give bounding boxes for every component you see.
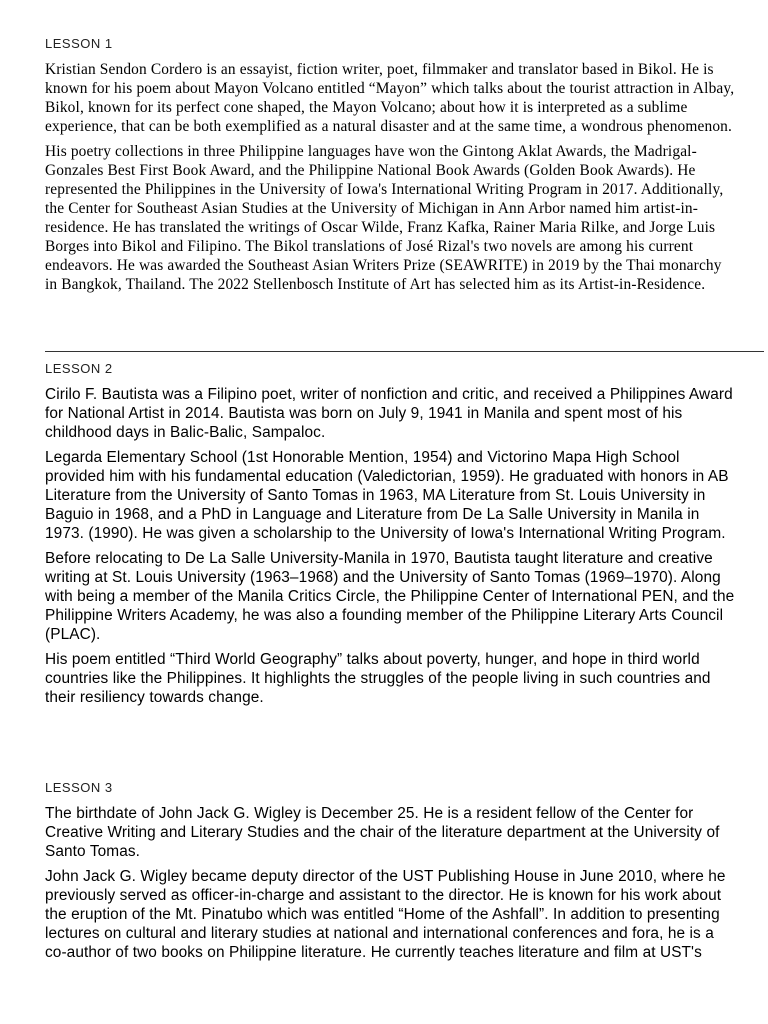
lesson-2-paragraph-4: His poem entitled “Third World Geography” talks about poverty, hunger, and hope in third world countries like the Philippines. It highlights the struggles of the people living in such countries and their resiliency towards change.	[45, 651, 711, 706]
lesson-3-paragraph-1: The birthdate of John Jack G. Wigley is December 25. He is a resident fellow of the Center for Creative Writing and Literary Studies and the chair of the literature department at the University of Santo Tomas.	[45, 805, 720, 860]
lesson-3-paragraph-2: John Jack G. Wigley became deputy director of the UST Publishing House in June 2010, where he previously served as officer-in-charge and assistant to the director. He is known for his work about the eruption of the Mt. Pinatubo which was entitled “Home of the Ashfall”. In addition to presenting lectures on cultural and literary studies at national and international conferences and fora, he is a co-author of two books on Philippine literature. He currently teaches literature and film at UST's	[45, 868, 726, 961]
lesson-1-paragraph-2: His poetry collections in three Philippine languages have won the Gintong Aklat Awards, the Madrigal-Gonzales Best First Book Award, and the Philippine National Book Awards (Golden Book Awards). He represented the Philippines in the University of Iowa's International Writing Program in 2017. Additionally, the Center for Southeast Asian Studies at the University of Michigan in Ann Arbor named him artist-in-residence. He has translated the writings of Oscar Wilde, Franz Kafka, Rainer Maria Rilke, and Jorge Luis Borges into Bikol and Filipino. The Bikol translations of José Rizal's two novels are among his current endeavors. He was awarded the Southeast Asian Writers Prize (SEAWRITE) in 2019 by the Thai monarchy in Bangkok, Thailand. The 2022 Stellenbosch Institute of Art has selected him as its Artist-in-Residence.	[45, 143, 724, 293]
lesson-1-section	[45, 36, 735, 294]
lesson-3-heading: LESSON 3	[45, 780, 113, 795]
lesson-2-section	[45, 361, 735, 713]
section-divider	[45, 351, 764, 352]
lesson-2-paragraph-2: Legarda Elementary School (1st Honorable Mention, 1954) and Victorino Mapa High School provided him with his fundamental education (Valedictorian, 1959). He graduated with honors in AB Literature from the University of Santo Tomas in 1963, MA Literature from St. Louis University in Baguio in 1968, and a PhD in Language and Literature from De La Salle University in Manila in 1973. (1990). He was given a scholarship to the University of Iowa's International Writing Program.	[45, 449, 729, 542]
lesson-2-paragraph-1: Cirilo F. Bautista was a Filipino poet, writer of nonfiction and critic, and received a Philippines Award for National Artist in 2014. Bautista was born on July 9, 1941 in Manila and spent most of his childhood days in Balic-Balic, Sampaloc.	[45, 386, 733, 441]
lesson-1-paragraph-1: Kristian Sendon Cordero is an essayist, fiction writer, poet, filmmaker and translator based in Bikol. He is known for his poem about Mayon Volcano entitled “Mayon” which talks about the tourist attraction in Albay, Bikol, known for its perfect cone shaped, the Mayon Volcano; about how it is interpreted as a sublime experience, that can be both exemplified as a natural disaster and at the same time, a wondrous phenomenon.	[45, 61, 735, 135]
lesson-1-heading: LESSON 1	[45, 36, 113, 51]
lesson-3-section	[45, 780, 735, 968]
lesson-2-paragraph-3: Before relocating to De La Salle University-Manila in 1970, Bautista taught literature and creative writing at St. Louis University (1963–1968) and the University of Santo Tomas (1969–1970). Along with being a member of the Manila Critics Circle, the Philippine Center of International PEN, and the Philippine Writers Academy, he was also a founding member of the Philippine Literary Arts Council (PLAC).	[45, 550, 735, 643]
lesson-2-heading: LESSON 2	[45, 361, 113, 376]
